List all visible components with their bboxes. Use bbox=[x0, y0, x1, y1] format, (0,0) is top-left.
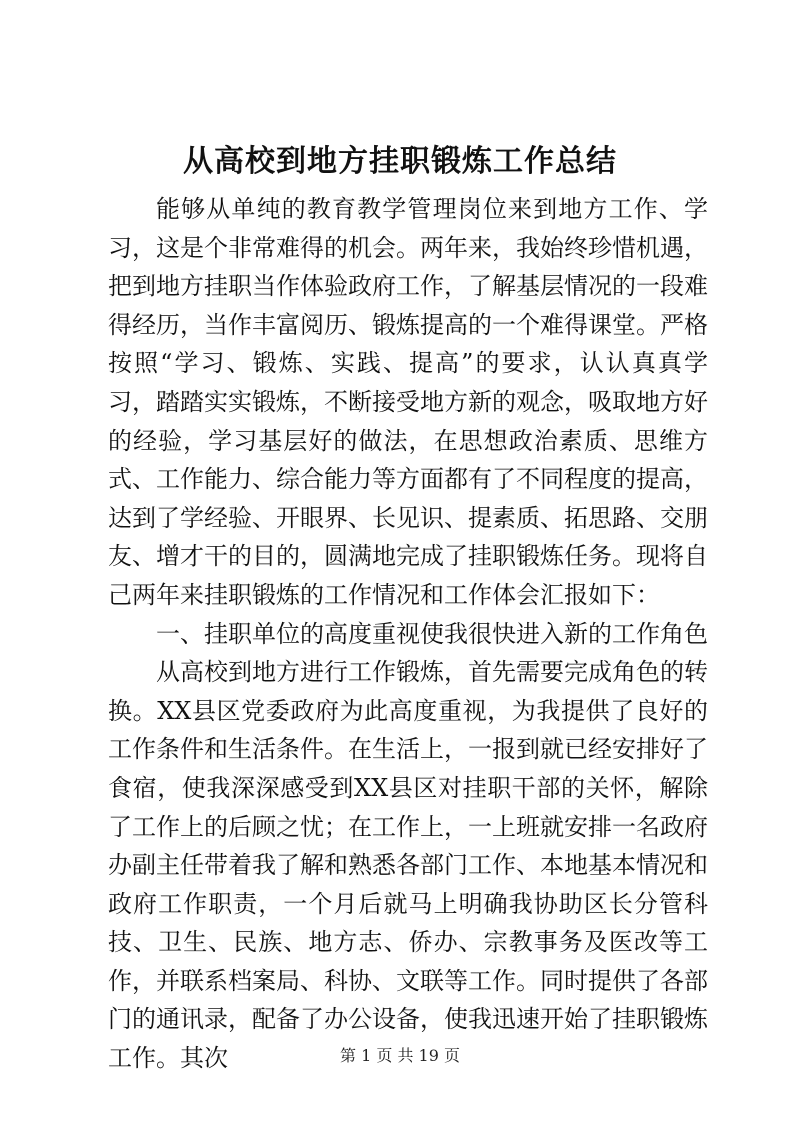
document-body bbox=[108, 190, 708, 1078]
document-title: 从高校到地方挂职锻炼工作总结 bbox=[183, 144, 617, 179]
section-heading-1: 一、挂职单位的高度重视使我很快进入新的工作角色 bbox=[156, 619, 708, 648]
paragraph-intro: 能够从单纯的教育教学管理岗位来到地方工作、学习，这是个非常难得的机会。两年来，我始终珍惜机遇，把到地方挂职当作体验政府工作，了解基层情况的一段难得经历，当作丰富阅历、锻炼提高的一个难得课堂。严格按照“学习、锻炼、实践、提高”的要求，认认真真学习，踏踏实实锻炼，不断接受地方新的观念，吸取地方好的经验，学习基层好的做法，在思想政治素质、思维方式、工作能力、综合能力等方面都有了不同程度的提高，达到了学经验、开眼界、长见识、提素质、拓思路、交朋友、增才干的目的，圆满地完成了挂职锻炼任务。现将自己两年来挂职锻炼的工作情况和工作体会汇报如下： bbox=[108, 195, 708, 609]
page-number-footer: 第 1 页 共 19 页 bbox=[340, 1046, 460, 1065]
paragraph-section-1: 从高校到地方进行工作锻炼，首先需要完成角色的转换。XX县区党委政府为此高度重视，为我提供了良好的工作条件和生活条件。在生活上，一报到就已经安排好了食宿，使我深深感受到XX县区对挂职干部的关怀，解除了工作上的后顾之忧；在工作上，一上班就安排一名政府办副主任带着我了解和熟悉各部门工作、本地基本情况和政府工作职责，一个月后就马上明确我协助区长分管科技、卫生、民族、地方志、侨办、宗教事务及医改等工作，并联系档案局、科协、文联等工作。同时提供了各部门的通讯录，配备了办公设备，使我迅速开始了挂职锻炼工作。其次 bbox=[108, 658, 708, 1073]
